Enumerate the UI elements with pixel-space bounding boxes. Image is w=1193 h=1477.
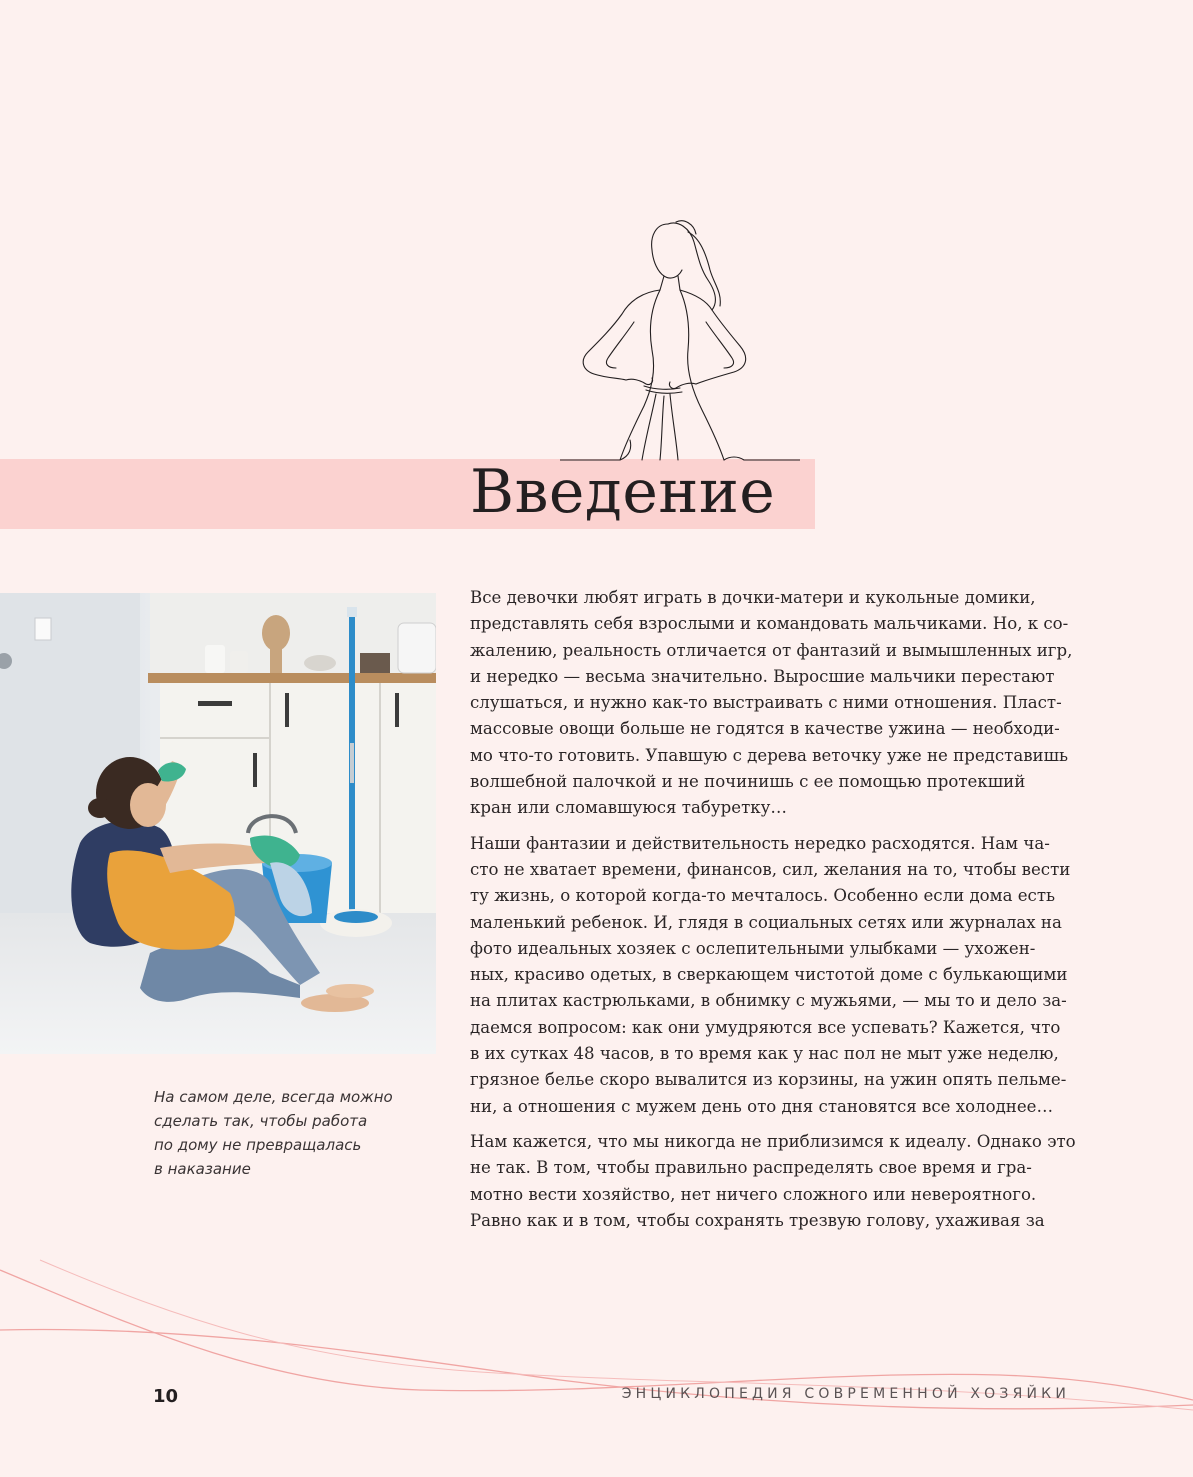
text-line: в их сутках 48 часов, в то время как у нас пол не мыт уже неделю, <box>470 1044 1059 1064</box>
running-title: ЭНЦИКЛОПЕДИЯ СОВРЕМЕННОЙ ХОЗЯЙКИ <box>621 1386 1070 1402</box>
text-line: сто не хватает времени, финансов, сил, желания на то, чтобы вести <box>470 859 1071 879</box>
text-line: слушаться, и нужно как-то выстраивать с ними отношения. Пласт- <box>470 693 1062 713</box>
text-line: ту жизнь, о которой когда-то мечталось. Особенно если дома есть <box>470 886 1056 906</box>
chapter-title: Введение <box>470 457 776 527</box>
text-line: Равно как и в том, чтобы сохранять трезвую голову, ухаживая за <box>470 1210 1045 1230</box>
text-line: жалению, реальность отличается от фантазий и вымышленных игр, <box>470 640 1073 660</box>
text-line: кран или сломавшуюся табуретку… <box>470 798 787 818</box>
body-text <box>470 585 1076 1243</box>
text-line: волшебной палочкой и не починишь с ее помощью протекший <box>470 772 1026 792</box>
caption-line: На самом деле, всегда можно <box>154 1088 393 1106</box>
text-line: ных, красиво одетых, в сверкающем чистотой доме с булькающими <box>470 965 1068 985</box>
paragraph-3 <box>470 1129 1076 1234</box>
text-line: представлять себя взрослыми и командовать мальчиками. Но, к со- <box>470 614 1069 634</box>
caption-line: в наказание <box>154 1160 251 1178</box>
caption-line: по дому не превращалась <box>154 1136 362 1154</box>
woman-line-art-illustration <box>560 210 800 465</box>
text-line: фото идеальных хозяек с ослепительными улыбками — ухожен- <box>470 938 1036 958</box>
text-line: и нередко — весьма значительно. Выросшие мальчики перестают <box>470 666 1055 686</box>
text-line: массовые овощи больше не годятся в качестве ужина — необходи- <box>470 719 1060 739</box>
photo-tired-woman-kitchen <box>0 593 436 1054</box>
text-line: грязное белье скоро вывалится из корзины, на ужин опять пельме- <box>470 1070 1067 1090</box>
text-line: Все девочки любят играть в дочки-матери и кукольные домики, <box>470 588 1036 607</box>
text-line: ни, а отношения с мужем день ото дня становятся все холоднее… <box>470 1096 1054 1116</box>
text-line: не так. В том, чтобы правильно распределять свое время и гра- <box>470 1158 1032 1178</box>
text-line: мотно вести хозяйство, нет ничего сложного или невероятного. <box>470 1184 1037 1204</box>
paragraph-2 <box>470 831 1070 1120</box>
page-number: 10 <box>153 1386 179 1407</box>
paragraph-1 <box>470 585 1073 822</box>
text-line: маленький ребенок. И, глядя в социальных сетях или журналах на <box>470 912 1062 932</box>
text-line: Нам кажется, что мы никогда не приблизимся к идеалу. Однако это <box>470 1131 1076 1151</box>
text-line: Наши фантазии и действительность нередко расходятся. Нам ча- <box>470 833 1050 853</box>
text-line: даемся вопросом: как они умудряются все успевать? Кажется, что <box>470 1017 1061 1037</box>
photo-caption <box>154 1085 414 1181</box>
text-line: мо что-то готовить. Упавшую с дерева веточку уже не представишь <box>470 745 1069 765</box>
caption-line: сделать так, чтобы работа <box>154 1112 368 1130</box>
text-line: на плитах кастрюльками, в обнимку с мужьями, — мы то и дело за- <box>470 991 1067 1011</box>
